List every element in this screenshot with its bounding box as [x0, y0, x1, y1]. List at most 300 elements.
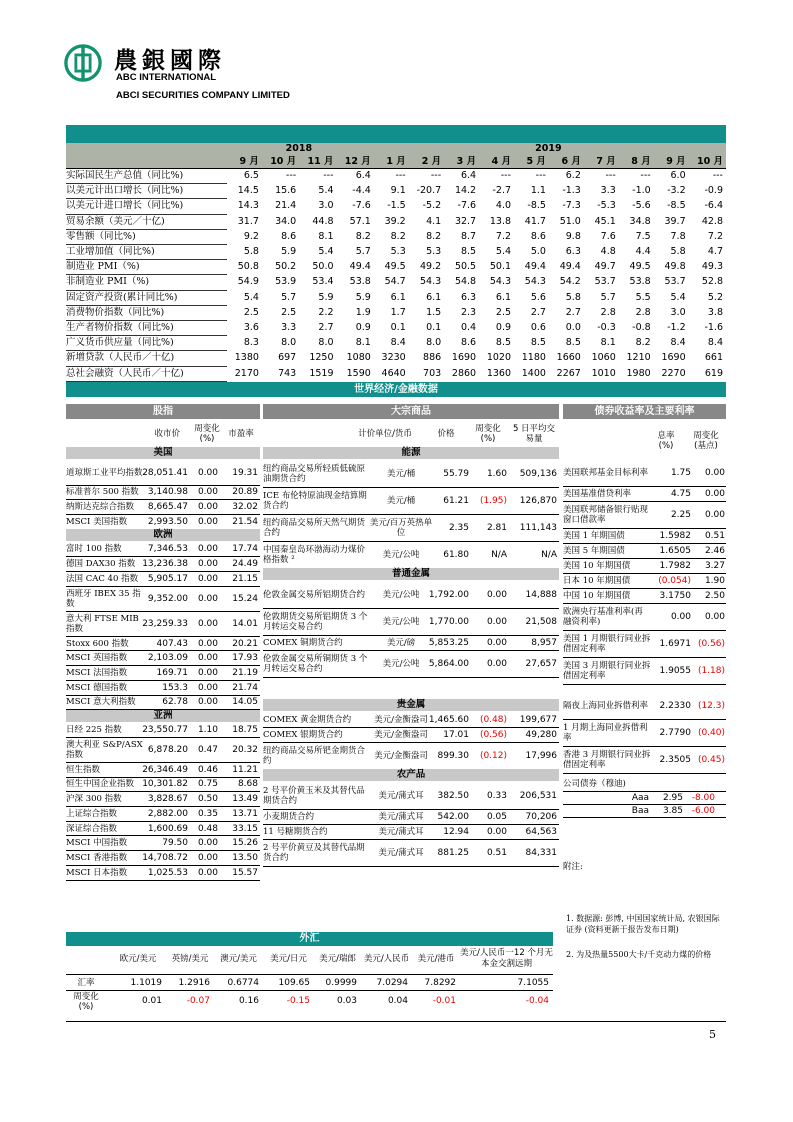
commodity-vol-text: 27,657 [525, 658, 557, 669]
bond-name-text: 美国 1 年期国债 [563, 530, 625, 541]
eco-cell: --- [689, 169, 726, 184]
stock-close-text: 6,878.20 [147, 744, 188, 755]
fx-col-header-text: 美元/日元 [270, 953, 307, 964]
eco-cell: 6.3 [444, 290, 479, 305]
fx-rate [361, 976, 408, 990]
eco-cell: 8.1 [337, 336, 374, 351]
commodity-vol [507, 635, 557, 650]
comm-col-price [429, 422, 463, 446]
stock-close-text: 407.43 [156, 638, 188, 649]
commodity-wow [469, 782, 507, 809]
commodity-name-text: 纽约商品交易所天然气期货合约 [263, 517, 366, 538]
month-blank [66, 155, 227, 169]
bond-name [563, 630, 651, 657]
eco-cell: 4.4 [619, 245, 654, 260]
row-divider [263, 866, 559, 867]
commodity-price-text: 2.35 [448, 522, 469, 533]
fx-wow [412, 994, 456, 1008]
stock-name-text: MSCI 法国指数 [66, 667, 128, 678]
corp-bond-label-text: 公司债券（穆迪) [563, 779, 626, 789]
fx-col-header [166, 946, 214, 972]
stock-wow-text: 0.00 [197, 559, 218, 570]
bond-wow [689, 501, 725, 528]
commodity-wow-text: 2.81 [486, 522, 507, 533]
eco-cell: 5.6 [514, 290, 549, 305]
eco-cell: 5.8 [227, 245, 262, 260]
bond-name-text: 1 月期上海同业拆借利率 [563, 722, 648, 743]
fx-rate-text: 0.6774 [227, 978, 259, 988]
stock-pe [218, 636, 258, 651]
corp-bond-name-text: Baa [631, 805, 649, 816]
fx-rate-label [66, 976, 106, 990]
stock-pe [218, 762, 258, 777]
eco-cell: 57.1 [337, 214, 374, 229]
commodity-unit-text: 美元/百万英热单位 [369, 517, 433, 538]
eco-cell: 8.2 [374, 229, 409, 244]
commodity-vol [507, 824, 557, 839]
eco-cell: 1360 [479, 366, 514, 381]
bonds-col-wow [687, 422, 725, 460]
eco-cell: 42.8 [689, 214, 726, 229]
eco-cell: 8.5 [444, 245, 479, 260]
stock-pe [218, 695, 258, 710]
eco-row-label: 新增贷款（人民币／十亿) [66, 351, 227, 366]
eco-cell: 49.4 [337, 260, 374, 275]
stock-close-text: 23,259.33 [142, 618, 188, 629]
stock-name-text: MSCI 英国指数 [66, 653, 128, 664]
bond-rate-text: 0.00 [670, 611, 691, 622]
commodity-unit [369, 824, 433, 839]
bond-wow [689, 528, 725, 543]
stock-name-text: Stoxx 600 指数 [66, 638, 129, 649]
stock-name-text: 沪深 300 指数 [66, 794, 122, 805]
year-2018: 2018 [227, 143, 374, 155]
eco-cell: 5.4 [479, 245, 514, 260]
eco-cell: 5.0 [514, 245, 549, 260]
bond-wow [689, 630, 725, 657]
eco-cell: 2170 [227, 366, 262, 381]
fx-col-header-text: 美元/瑞郎 [319, 953, 356, 964]
commodity-unit [369, 541, 433, 568]
eco-row [66, 321, 726, 336]
corp-bond-rate [649, 791, 683, 804]
bond-wow [689, 573, 725, 588]
eco-cell: 15.6 [262, 184, 299, 199]
stock-pe-text: 19.31 [232, 467, 258, 478]
bond-wow [689, 486, 725, 501]
stock-wow-text: 0.00 [197, 502, 218, 513]
commodity-vol-text: 14,888 [525, 589, 557, 600]
stock-name [66, 792, 144, 807]
stock-wow-text: 1.10 [197, 725, 218, 736]
bond-rate-text: 4.75 [670, 488, 691, 499]
stock-name [66, 821, 144, 836]
eco-cell: 9.1 [374, 184, 409, 199]
eco-row-label: 广义货币供应量（同比%) [66, 336, 227, 351]
stocks-col-wow [194, 422, 220, 446]
commodity-unit [369, 581, 433, 608]
stock-pe-text: 17.74 [232, 544, 258, 555]
eco-cell: 41.7 [514, 214, 549, 229]
eco-cell: 8.2 [619, 336, 654, 351]
eco-cell: 50.2 [262, 260, 299, 275]
stock-wow-text: 0.00 [197, 516, 218, 527]
row-divider [66, 990, 553, 991]
eco-cell: 53.9 [262, 275, 299, 290]
eco-cell: 2.8 [584, 305, 619, 320]
eco-cell: 8.4 [374, 336, 409, 351]
stock-close [142, 865, 188, 880]
bond-wow [689, 692, 725, 719]
commodity-price [428, 712, 469, 727]
bond-wow-text: 0.00 [704, 488, 725, 499]
fx-wow-text: -0.07 [186, 996, 210, 1006]
eco-cell: --- [619, 169, 654, 184]
commodity-wow [469, 460, 507, 487]
bond-name-text: 美国联邦储备银行贴现窗口借款率 [563, 504, 649, 525]
stock-close-text: 2,993.50 [147, 516, 188, 527]
bonds-col-rate [651, 426, 681, 456]
commodity-wow-text: 0.00 [486, 826, 507, 837]
stock-close-text: 14,708.72 [142, 852, 188, 863]
bond-name-text: 美国 3 月期银行同业拆借固定利率 [563, 660, 651, 681]
commodity-price-text: 1,465.60 [428, 714, 469, 725]
commodity-wow [469, 650, 507, 677]
comm-col-unit [353, 422, 417, 446]
eco-cell: 8.5 [549, 336, 584, 351]
stock-close [142, 460, 188, 485]
commodity-wow [469, 742, 507, 769]
eco-cell: 49.8 [654, 260, 689, 275]
eco-cell: 0.9 [337, 321, 374, 336]
stock-close [142, 666, 188, 681]
fx-wow [166, 994, 210, 1008]
eco-cell: 50.0 [299, 260, 336, 275]
eco-cell: --- [584, 169, 619, 184]
commodity-price [431, 541, 469, 568]
stock-close-text: 9,352.00 [147, 593, 188, 604]
stock-pe-text: 14.01 [232, 618, 258, 629]
stock-pe [218, 572, 258, 587]
eco-cell: 54.7 [374, 275, 409, 290]
stocks-region-band: 欧洲 [66, 529, 260, 541]
month-row [66, 155, 726, 169]
footer-rule [66, 1021, 726, 1022]
stock-close-text: 3,828.67 [147, 794, 188, 805]
eco-cell: 5.9 [337, 290, 374, 305]
commodity-name [263, 541, 371, 568]
commodity-wow [469, 809, 507, 824]
stock-name [66, 485, 144, 500]
fx-wow [460, 994, 549, 1008]
eco-cell: 8.5 [479, 336, 514, 351]
corp-bond-wow [683, 804, 715, 817]
stock-name-text: 深证综合指数 [66, 823, 118, 834]
commodity-unit [369, 727, 433, 742]
month-header: 3 月 [444, 155, 479, 169]
fx-title: 外汇 [66, 932, 553, 946]
bond-wow-text: 0.00 [704, 611, 725, 622]
commodity-unit-text: 美元/磅 [386, 637, 416, 648]
fx-col-header [460, 946, 553, 972]
commodity-name [263, 712, 371, 727]
eco-cell: 619 [689, 366, 726, 381]
stock-pe-text: 24.49 [232, 559, 258, 570]
commodity-wow [469, 839, 507, 866]
stock-wow-text: 0.00 [197, 638, 218, 649]
eco-cell: 8.0 [409, 336, 444, 351]
commodity-vol-text: 64,563 [525, 826, 557, 837]
eco-cell: 8.3 [227, 336, 262, 351]
commodity-wow [469, 727, 507, 742]
stock-pe-text: 11.21 [232, 764, 258, 775]
eco-cell: 4.1 [409, 214, 444, 229]
stock-pe [218, 460, 258, 485]
abc-logo-icon [64, 44, 102, 82]
stock-name-text: MSCI 意大利指数 [66, 697, 136, 708]
stock-pe [218, 777, 258, 792]
commodity-unit-text: 美元/公吨 [382, 658, 420, 669]
eco-row [66, 184, 726, 199]
commodity-vol [507, 727, 557, 742]
eco-cell: 7.2 [479, 229, 514, 244]
fx-rate [314, 976, 357, 990]
bond-name [563, 558, 651, 573]
commodity-name [263, 581, 371, 608]
eco-cell: 6.1 [409, 290, 444, 305]
commodity-price [431, 742, 469, 769]
commodity-unit [369, 608, 433, 635]
eco-cell: 54.8 [444, 275, 479, 290]
bond-rate [649, 630, 691, 657]
stock-close-text: 5,905.17 [147, 573, 188, 584]
fx-rate [263, 976, 310, 990]
eco-cell: 6.4 [337, 169, 374, 184]
commodity-name-text: 2 号平价黄玉米及其替代品期货合约 [263, 785, 365, 806]
eco-cell: 21.4 [262, 199, 299, 214]
bonds-title: 债券收益率及主要利率 [563, 404, 726, 419]
commodity-name-text: COMEX 银期货合约 [263, 729, 343, 740]
stock-pe-text: 20.32 [232, 744, 258, 755]
comm-col-unit-text: 计价单位/货币 [358, 429, 412, 439]
stock-name [66, 500, 144, 515]
fx-rate [460, 976, 549, 990]
bond-rate-text: 2.2330 [659, 700, 691, 711]
commodity-vol [507, 460, 557, 487]
eco-cell: 1210 [619, 351, 654, 366]
note-item: 2. 为及热量5500大卡/千克动力煤的价格 [566, 950, 712, 959]
stock-wow-text: 0.00 [197, 838, 218, 849]
fx-rate-text: 1.1019 [130, 978, 162, 988]
bond-rate [649, 528, 691, 543]
stock-close [142, 680, 188, 695]
fx-rate-text: 1.2916 [178, 978, 210, 988]
commodity-vol [507, 608, 557, 635]
eco-cell: -7.6 [337, 199, 374, 214]
bond-rate [649, 459, 691, 486]
commodity-price [431, 782, 469, 809]
stock-wow [188, 777, 218, 792]
commodity-wow [469, 581, 507, 608]
month-header: 7 月 [584, 155, 619, 169]
china-economic-table [66, 143, 726, 382]
commodity-unit [369, 839, 433, 866]
stock-close [142, 636, 188, 651]
eco-cell: 8.1 [299, 229, 336, 244]
fx-rate-text: 7.8292 [424, 978, 456, 988]
stock-close [142, 792, 188, 807]
stock-pe-text: 8.68 [237, 779, 258, 790]
stock-pe-text: 15.24 [232, 593, 258, 604]
stock-close-text: 2,882.00 [147, 808, 188, 819]
stock-name [66, 572, 144, 587]
stock-wow-text: 0.00 [197, 653, 218, 664]
month-header: 5 月 [514, 155, 549, 169]
eco-cell: 8.2 [337, 229, 374, 244]
commodity-unit [369, 460, 433, 487]
stock-close [142, 836, 188, 851]
eco-cell: 53.4 [299, 275, 336, 290]
stock-name-text: 意大利 FTSE MIB 指数 [66, 613, 139, 634]
stock-pe [218, 792, 258, 807]
commodity-name-text: 伦敦金属交易所铝期货合约 [263, 589, 366, 600]
stock-pe-text: 13.49 [232, 794, 258, 805]
bond-wow [689, 543, 725, 558]
stock-pe-text: 14.05 [232, 697, 258, 708]
fx-col-header-text: 美元/港币 [417, 953, 455, 964]
note-label [563, 860, 623, 874]
eco-cell: 50.1 [479, 260, 514, 275]
eco-cell: -1.3 [549, 184, 584, 199]
stock-name [66, 666, 144, 681]
bond-name-text: 美国联邦基金目标利率 [563, 467, 649, 478]
eco-cell: 8.7 [444, 229, 479, 244]
stocks-col-close [126, 422, 180, 446]
eco-cell: 49.7 [584, 260, 619, 275]
stock-wow-text: 0.35 [197, 808, 218, 819]
bond-name-text: 美国基准借贷利率 [563, 488, 632, 499]
stock-pe [218, 836, 258, 851]
stock-name-text: 德国 DAX30 指数 [66, 559, 136, 570]
fx-col-header [361, 946, 412, 972]
month-header: 8 月 [619, 155, 654, 169]
stock-close-text: 3,140.98 [147, 487, 188, 498]
stock-close [142, 500, 188, 515]
commodity-price [431, 809, 469, 824]
eco-cell: 53.7 [584, 275, 619, 290]
stock-wow-text: 0.50 [197, 794, 218, 805]
bond-name-text: 美国 1 月期银行同业拆借固定利率 [563, 633, 651, 654]
stock-name [66, 460, 144, 485]
corp-bond-name-text: Aaa [631, 792, 649, 803]
eco-cell: -1.5 [374, 199, 409, 214]
month-header: 11 月 [299, 155, 336, 169]
logo-company-name: ABCI SECURITIES COMPANY LIMITED [116, 90, 290, 101]
commodity-name-text: COMEX 铜期货合约 [263, 637, 343, 648]
stock-pe [218, 586, 258, 611]
bond-wow-text: (0.40) [697, 727, 725, 738]
eco-cell: 7.8 [654, 229, 689, 244]
stock-close [142, 723, 188, 738]
bond-wow [689, 603, 725, 630]
eco-cell: 1250 [299, 351, 336, 366]
stock-close [142, 737, 188, 762]
commodity-name-text: COMEX 黄金期货合约 [263, 714, 352, 725]
stock-wow [188, 723, 218, 738]
commodity-name [263, 460, 371, 487]
stock-pe [218, 807, 258, 822]
stock-wow [188, 636, 218, 651]
commodity-price-text: 12.94 [443, 826, 469, 837]
logo-chinese-name: 農銀國際 [114, 47, 226, 74]
eco-cell: 1.9 [337, 305, 374, 320]
fx-col-header-text: 美元/人民币一12 个月无本金交割远期 [460, 948, 553, 969]
eco-cell: -0.3 [584, 321, 619, 336]
eco-cell: 743 [262, 366, 299, 381]
eco-cell: --- [299, 169, 336, 184]
fx-wow [110, 994, 162, 1008]
year-row [66, 143, 726, 155]
stock-close [142, 572, 188, 587]
stock-pe-text: 15.57 [232, 867, 258, 878]
commodity-vol [507, 782, 557, 809]
commodity-wow-text: (0.56) [479, 729, 507, 740]
commodity-vol [507, 650, 557, 677]
stock-pe-text: 21.19 [232, 667, 258, 678]
fx-col-header [263, 946, 314, 972]
stock-name-text: MSCI 美国指数 [66, 516, 128, 527]
stock-name [66, 611, 144, 636]
eco-cell: -7.3 [549, 199, 584, 214]
commodity-name [263, 782, 371, 809]
eco-cell: 5.9 [299, 290, 336, 305]
commodity-price-text: 61.80 [443, 549, 469, 560]
eco-cell: 50.5 [444, 260, 479, 275]
eco-row-label: 实际国民生产总值（同比%) [66, 169, 227, 184]
eco-cell: 6.0 [654, 169, 689, 184]
stock-name-text: MSCI 中国指数 [66, 838, 128, 849]
bond-name [563, 657, 651, 684]
bond-wow [689, 746, 725, 773]
stock-wow [188, 542, 218, 557]
commodity-name [263, 650, 371, 677]
commodity-price-text: 881.25 [437, 847, 469, 858]
eco-cell: -8.5 [514, 199, 549, 214]
eco-cell: 53.8 [337, 275, 374, 290]
stock-wow [188, 651, 218, 666]
eco-cell: 1.1 [514, 184, 549, 199]
eco-cell: 34.8 [619, 214, 654, 229]
eco-cell: 7.2 [689, 229, 726, 244]
eco-cell: -20.7 [409, 184, 444, 199]
eco-cell: 703 [409, 366, 444, 381]
eco-cell: -3.2 [654, 184, 689, 199]
stock-close [142, 807, 188, 822]
stock-pe [218, 680, 258, 695]
eco-cell: 2860 [444, 366, 479, 381]
stock-wow-text: 0.00 [197, 618, 218, 629]
eco-cell: 6.1 [479, 290, 514, 305]
commodity-price [431, 824, 469, 839]
fx-wow-text: 0.16 [238, 996, 259, 1006]
eco-row [66, 336, 726, 351]
stock-pe [218, 666, 258, 681]
stock-pe-text: 15.26 [232, 838, 258, 849]
stock-wow-text: 0.00 [197, 573, 218, 584]
eco-cell: 53.8 [619, 275, 654, 290]
stock-wow-text: 0.00 [197, 682, 218, 693]
eco-row [66, 169, 726, 184]
